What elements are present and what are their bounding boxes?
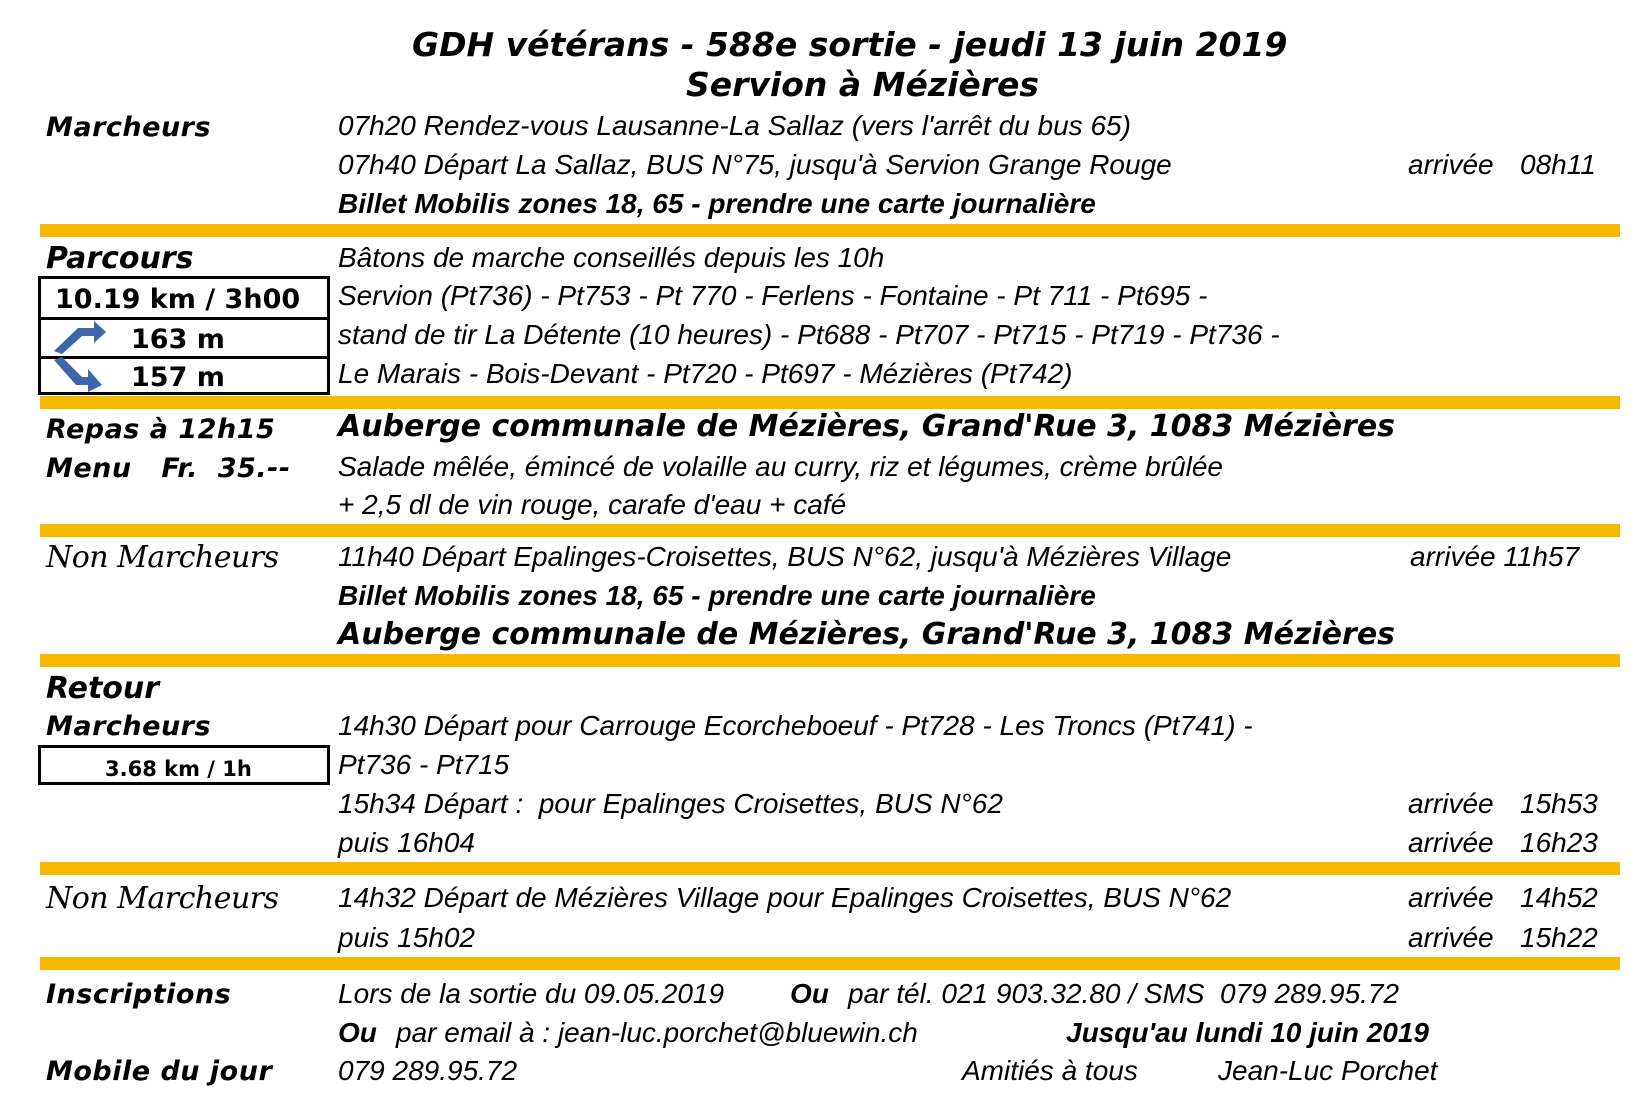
amities-text: Amitiés à tous xyxy=(962,1055,1138,1086)
parcours-distance: 10.19 km / 3h00 xyxy=(55,284,301,315)
descent-arrow-icon xyxy=(48,357,108,393)
non-marcheurs-arrivee: arrivée 11h57 xyxy=(1410,541,1580,572)
inscriptions-ou-2: Ou xyxy=(338,1017,377,1048)
parcours-label: Parcours xyxy=(46,241,194,276)
retour-non-line-1-arrivee-time: 14h52 xyxy=(1520,882,1598,913)
ascent-arrow-icon xyxy=(48,318,108,354)
retour-line-2: Pt736 - Pt715 xyxy=(338,749,510,780)
retour-marcheurs-label: Marcheurs xyxy=(46,711,212,742)
retour-label: Retour xyxy=(46,671,160,706)
retour-non-marcheurs-label: Non Marcheurs xyxy=(46,881,279,916)
retour-stats-box xyxy=(38,745,330,785)
retour-non-line-2: puis 15h02 xyxy=(338,922,476,953)
marcheurs-arrivee-time: 08h11 xyxy=(1520,149,1596,180)
menu-label: Menu Fr. 35.-- xyxy=(46,453,291,484)
marcheurs-line-1: 07h20 Rendez-vous Lausanne-La Sallaz (vers l'arrêt du bus 65) xyxy=(338,110,1131,141)
parcours-line-1: Bâtons de marche conseillés depuis les 10h xyxy=(338,242,885,273)
mobile-label: Mobile du jour xyxy=(46,1056,273,1087)
repas-line-2: Salade mêlée, émincé de volaille au curry, riz et légumes, crème brûlée xyxy=(338,451,1224,482)
divider-bar xyxy=(40,862,1620,875)
mobile-number: 079 289.95.72 xyxy=(338,1055,518,1086)
retour-line-3: 15h34 Départ : pour Epalinges Croisettes, BUS N°62 xyxy=(338,788,1003,819)
retour-non-line-1: 14h32 Départ de Mézières Village pour Epalinges Croisettes, BUS N°62 xyxy=(338,882,1232,913)
retour-distance: 3.68 km / 1h xyxy=(105,757,252,781)
retour-non-line-1-arrivee-label: arrivée xyxy=(1408,882,1494,913)
repas-line-1: Auberge communale de Mézières, Grand'Rue 3, 1083 Mézières xyxy=(338,409,1396,444)
divider-bar xyxy=(40,654,1620,667)
retour-non-line-2-arrivee-time: 15h22 xyxy=(1520,922,1598,953)
divider-bar xyxy=(40,224,1620,237)
title-line-1: GDH vétérans - 588e sortie - jeudi 13 juin 2019 xyxy=(412,25,1288,64)
inscriptions-label: Inscriptions xyxy=(46,979,232,1010)
retour-non-line-2-arrivee-label: arrivée xyxy=(1408,922,1494,953)
title-line-2: Servion à Mézières xyxy=(686,65,1040,104)
inscriptions-ou-1: Ou xyxy=(790,978,829,1009)
parcours-line-2: Servion (Pt736) - Pt753 - Pt 770 - Ferlens - Fontaine - Pt 711 - Pt695 - xyxy=(338,280,1208,311)
retour-line-4-arrivee-time: 16h23 xyxy=(1520,827,1598,858)
non-marcheurs-line-3: Auberge communale de Mézières, Grand'Rue 3, 1083 Mézières xyxy=(338,617,1396,652)
signature: Jean-Luc Porchet xyxy=(1218,1055,1438,1086)
repas-label: Repas à 12h15 xyxy=(46,414,276,445)
retour-line-4: puis 16h04 xyxy=(338,827,476,858)
parcours-ascent: 163 m xyxy=(131,324,225,355)
retour-line-3-arrivee-time: 15h53 xyxy=(1520,788,1598,819)
inscriptions-email: par email à : jean-luc.porchet@bluewin.ch xyxy=(396,1017,918,1048)
parcours-line-4: Le Marais - Bois-Devant - Pt720 - Pt697 - Mézières (Pt742) xyxy=(338,358,1073,389)
repas-line-3: + 2,5 dl de vin rouge, carafe d'eau + café xyxy=(338,489,847,520)
inscriptions-deadline: Jusqu'au lundi 10 juin 2019 xyxy=(1066,1017,1429,1048)
non-marcheurs-label: Non Marcheurs xyxy=(46,540,279,575)
non-marcheurs-line-1: 11h40 Départ Epalinges-Croisettes, BUS N°62, jusqu'à Mézières Village xyxy=(338,541,1232,572)
marcheurs-line-2: 07h40 Départ La Sallaz, BUS N°75, jusqu'à Servion Grange Rouge xyxy=(338,149,1172,180)
divider-bar xyxy=(40,957,1620,970)
retour-line-1: 14h30 Départ pour Carrouge Ecorcheboeuf - Pt728 - Les Troncs (Pt741) - xyxy=(338,710,1253,741)
retour-line-4-arrivee-label: arrivée xyxy=(1408,827,1494,858)
parcours-line-3: stand de tir La Détente (10 heures) - Pt688 - Pt707 - Pt715 - Pt719 - Pt736 - xyxy=(338,319,1280,350)
marcheurs-arrivee-label: arrivée xyxy=(1408,149,1494,180)
divider-bar xyxy=(40,524,1620,537)
divider-bar xyxy=(40,396,1620,409)
parcours-descent: 157 m xyxy=(131,362,225,393)
marcheurs-line-3: Billet Mobilis zones 18, 65 - prendre une carte journalière xyxy=(338,188,1096,219)
inscriptions-line-1b: par tél. 021 903.32.80 / SMS 079 289.95.72 xyxy=(848,978,1400,1009)
non-marcheurs-line-2: Billet Mobilis zones 18, 65 - prendre une carte journalière xyxy=(338,580,1096,611)
inscriptions-line-1: Lors de la sortie du 09.05.2019 xyxy=(338,978,725,1009)
marcheurs-label: Marcheurs xyxy=(46,112,212,143)
retour-line-3-arrivee-label: arrivée xyxy=(1408,788,1494,819)
